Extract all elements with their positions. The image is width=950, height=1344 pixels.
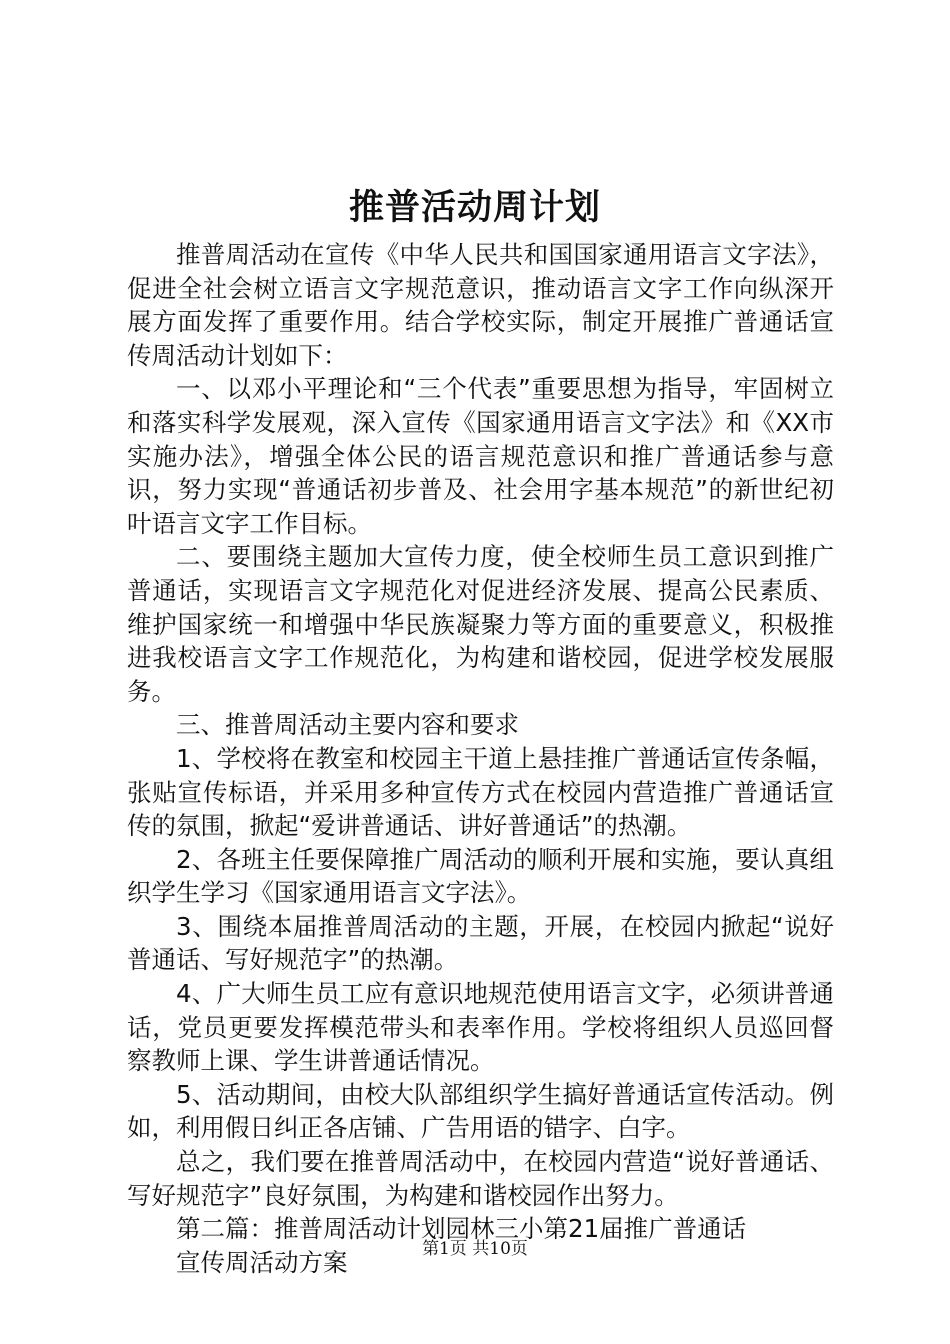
paragraph-section-1: 一、以邓小平理论和“三个代表”重要思想为指导，牢固树立和落实科学发展观，深入宣传《国家通用语言文字法》和《XX市实施办法》，增强全体公民的语言规范意识和推广普通话参与意识，努力实现“普通话初步普及、社会用字基本规范”的新世纪初叶语言文字工作目标。 [127, 374, 834, 538]
paragraph-item-5: 5、活动期间，由校大队部组织学生搞好普通话宣传活动。例如，利用假日纠正各店铺、广告用语的错字、白字。 [127, 1079, 834, 1143]
paragraph-item-2: 2、各班主任要保障推广周活动的顺利开展和实施，要认真组织学生学习《国家通用语言文字法》。 [127, 844, 834, 908]
paragraph-item-4: 4、广大师生员工应有意识地规范使用语言文字，必须讲普通话，党员更要发挥模范带头和表率作用。学校将组织人员巡回督察教师上课、学生讲普通话情况。 [127, 979, 834, 1076]
paragraph-conclusion: 总之，我们要在推普周活动中，在校园内营造“说好普通话、写好规范字”良好氛围，为构建和谐校园作出努力。 [127, 1147, 834, 1210]
paragraph-item-3: 3、围绕本届推普周活动的主题，开展，在校园内掀起“说好普通话、写好规范字”的热潮。 [127, 911, 834, 975]
page-number: 第1页 共10页 [422, 1239, 528, 1259]
paragraph-second-part-subtitle: 宣传周活动方案 [176, 1247, 348, 1277]
paragraph-section-2: 二、要围绕主题加大宣传力度，使全校师生员工意识到推广普通话，实现语言文字规范化对促进经济发展、提高公民素质、维护国家统一和增强中华民族凝聚力等方面的重要意义，积极推进我校语言文字工作规范化，为构建和谐校园，促进学校发展服务。 [127, 542, 834, 706]
document-body [127, 238, 834, 1279]
paragraph-second-part-title: 第二篇：推普周活动计划园林三小第21届推广普通话 [176, 1214, 747, 1244]
document-title: 推普活动周计划 [348, 187, 601, 228]
paragraph-item-1: 1、学校将在教室和校园主干道上悬挂推广普通话宣传条幅，张贴宣传标语，并采用多种宣传方式在校园内营造推广普通话宣传的氛围，掀起“爱讲普通话、讲好普通话”的热潮。 [127, 743, 834, 841]
paragraph-intro: 推普周活动在宣传《中华人民共和国国家通用语言文字法》，促进全社会树立语言文字规范意识，推动语言文字工作向纵深开展方面发挥了重要作用。结合学校实际，制定开展推广普通话宣传周活动计划如下： [127, 240, 834, 370]
paragraph-section-3-heading: 三、推普周活动主要内容和要求 [176, 710, 519, 740]
